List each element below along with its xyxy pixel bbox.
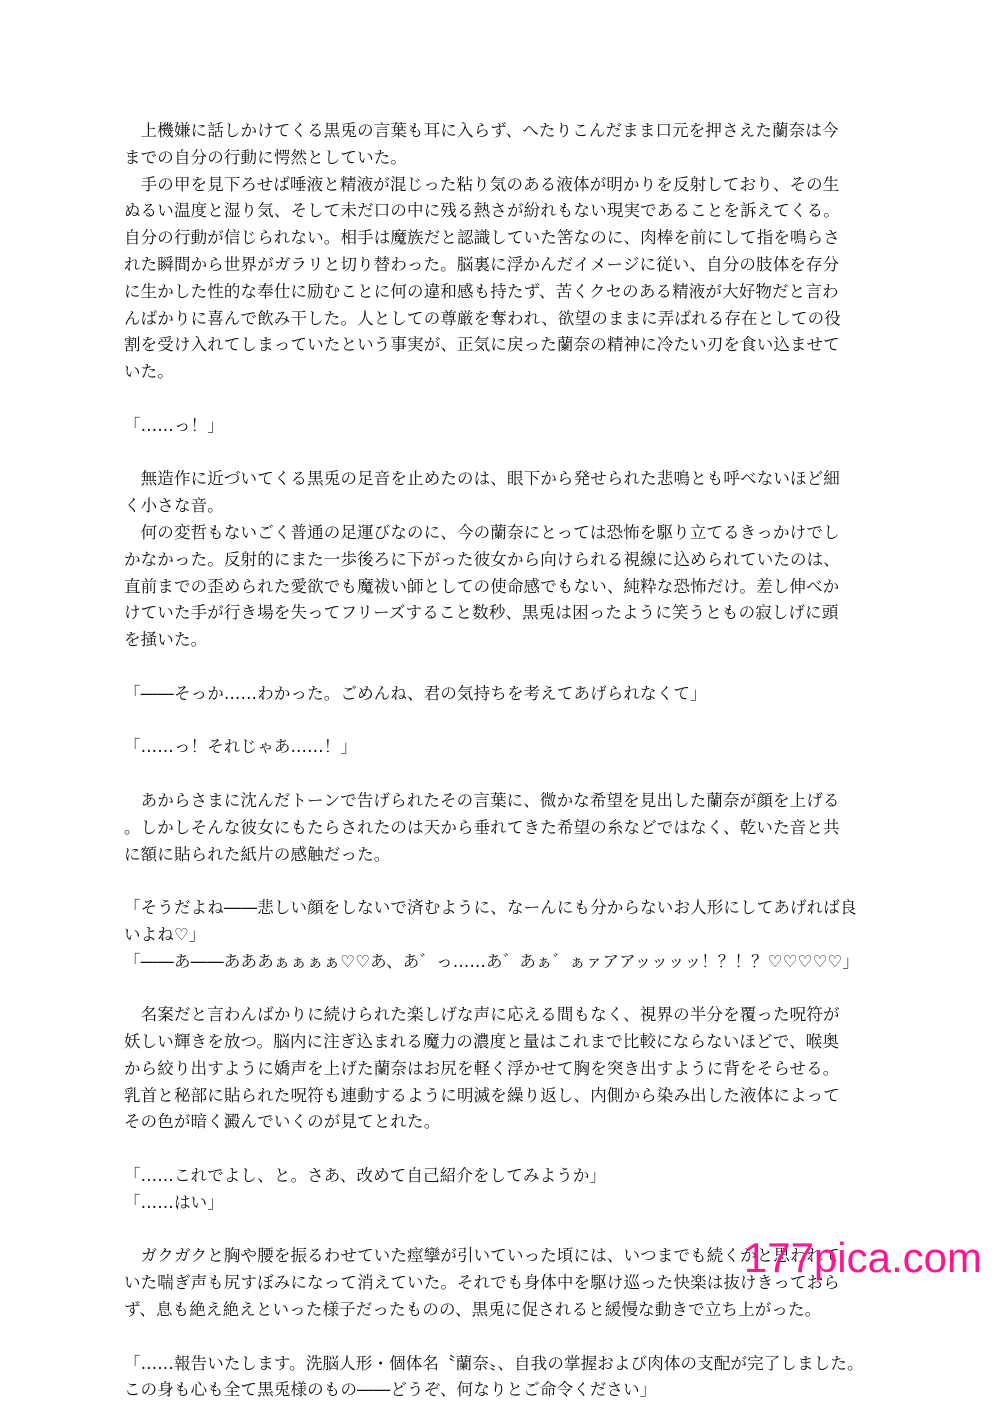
text-line: 妖しい輝きを放つ。脳内に注ぎ込まれる魔力の濃度と量はこれまで比較にならないほどで、喉奥 [124, 1032, 839, 1052]
text-line: れた瞬間から世界がガラリと切り替わった。脳裏に浮かんだイメージに従い、自分の肢体を存分 [124, 254, 840, 274]
document-body [124, 118, 870, 1404]
paragraph-gap [124, 868, 870, 895]
text-line: 直前までの歪められた愛欲でも魔祓い師としての使命感でもない、純粋な恐怖だけ。差し伸べか [124, 576, 840, 596]
text-line: 割を受け入れてしまっていたという事実が、正気に戻った蘭奈の精神に冷たい刃を食い込ませて [124, 335, 840, 355]
text-line: までの自分の行動に愕然としていた。 [124, 147, 408, 167]
text-line: 「――あ――あああぁぁぁぁ♡♡あ、あ゛っ……あ゛あぁ゛ぁァアアッッッッ！？！？♡♡♡♡♡」 [124, 951, 860, 971]
text-line: 上機嫌に話しかけてくる黒兎の言葉も耳に入らず、へたりこんだまま口元を押さえた蘭奈は今 [124, 121, 839, 140]
text-line: に生かした性的な奉仕に励むことに何の違和感も持たず、苦くクセのある精液が大好物だと言わ [124, 281, 839, 301]
paragraph-gap [124, 440, 870, 467]
paragraph [124, 788, 870, 868]
text-line: この身も心も全て黒兎様のもの――どうぞ、何なりとご命令ください」 [124, 1380, 657, 1400]
text-line: く小さな音。 [124, 496, 224, 516]
paragraph-gap [124, 386, 870, 413]
text-line: 無造作に近づいてくる黒兎の足音を止めたのは、眼下から発せられた悲鳴とも呼べないほど細 [124, 469, 840, 489]
paragraph [124, 466, 870, 654]
paragraph [124, 1351, 870, 1404]
text-line: 「そうだよね――悲しい顔をしないで済むように、なーんにも分からないお人形にしてあげれば良 [124, 898, 857, 918]
text-line: を掻いた。 [124, 630, 208, 650]
text-line: 「……これでよし、と。さあ、改めて自己紹介をしてみようか」 [124, 1166, 607, 1186]
text-line: かなかった。反射的にまた一歩後ろに下がった彼女から向けられる視線に込められていたのは、 [124, 549, 840, 569]
text-line: 自分の行動が信じられない。相手は魔族だと認識していた筈なのに、肉棒を前にして指を鳴らさ [124, 228, 840, 248]
text-line: あからさまに沈んだトーンで告げられたその言葉に、微かな希望を見出した蘭奈が顔を上げる [124, 790, 840, 810]
text-line: から絞り出すように嬌声を上げた蘭奈はお尻を軽く浮かせて胸を突き出すように背をそらせる。 [124, 1058, 840, 1078]
text-line: 。しかしそんな彼女にもたらされたのは天から垂れてきた希望の糸などではなく、乾いた音と共 [124, 817, 840, 837]
text-line: ず、息も絶え絶えといった様子だったものの、黒兎に促されると緩慢な動きで立ち上がった。 [124, 1300, 822, 1320]
paragraph [124, 734, 870, 761]
text-line: 名案だと言わんばかりに続けられた楽しげな声に応える間もなく、視界の半分を覆った呪符が [124, 1005, 840, 1025]
paragraph-gap [124, 654, 870, 681]
text-line: ぬるい温度と湿り気、そして未だ口の中に残る熱さが紛れもない現実であることを訴えてくる。 [124, 201, 840, 221]
text-line: ガクガクと胸や腰を振るわせていた痙攣が引いていった頃には、いつまでも続くかと思われて [124, 1246, 840, 1266]
paragraph [124, 681, 870, 708]
paragraph [124, 1163, 870, 1217]
paragraph [124, 118, 870, 386]
text-line: いた喘ぎ声も尻すぼみになって消えていた。それでも身体中を駆け巡った快楽は抜けきっておら [124, 1273, 840, 1293]
text-line: に額に貼られた紙片の感触だった。 [124, 844, 391, 864]
text-line: んばかりに喜んで飲み干した。人としての尊厳を奪われ、欲望のままに弄ばれる存在としての役 [124, 308, 841, 328]
text-line: 乳首と秘部に貼られた呪符も連動するように明滅を繰り返し、内側から染み出した液体によって [124, 1085, 840, 1105]
text-line: 「……っ！」 [124, 415, 224, 435]
text-line: いよね♡」 [124, 924, 206, 944]
text-line: 「――そっか……わかった。ごめんね、君の気持ちを考えてあげられなくて」 [124, 683, 707, 703]
text-line: けていた手が行き場を失ってフリーズすること数秒、黒兎は困ったように笑うともの寂しげに頭 [124, 603, 839, 623]
text-line: 「……報告いたします。洗脳人形・個体名〝蘭奈〟、自我の掌握および肉体の支配が完了しました。 [124, 1353, 864, 1373]
text-line: その色が暗く澱んでいくのが見てとれた。 [124, 1112, 441, 1132]
text-line: 何の変哲もないごく普通の足運びなのに、今の蘭奈にとっては恐怖を駆り立てるきっかけでし [124, 522, 840, 542]
paragraph-gap [124, 708, 870, 735]
paragraph [124, 413, 870, 440]
watermark: 177pica.com [743, 1234, 982, 1281]
paragraph-gap [124, 761, 870, 788]
text-line: 「……はい」 [124, 1192, 224, 1212]
paragraph-gap [124, 976, 870, 1003]
text-line: 「……っ！それじゃあ……！」 [124, 737, 358, 757]
paragraph [124, 1002, 870, 1136]
paragraph-gap [124, 1324, 870, 1351]
paragraph [124, 895, 870, 975]
text-line: いた。 [124, 362, 174, 382]
paragraph-gap [124, 1136, 870, 1163]
text-line: 手の甲を見下ろせば唾液と精液が混じった粘り気のある液体が明かりを反射しており、その生 [124, 174, 840, 194]
